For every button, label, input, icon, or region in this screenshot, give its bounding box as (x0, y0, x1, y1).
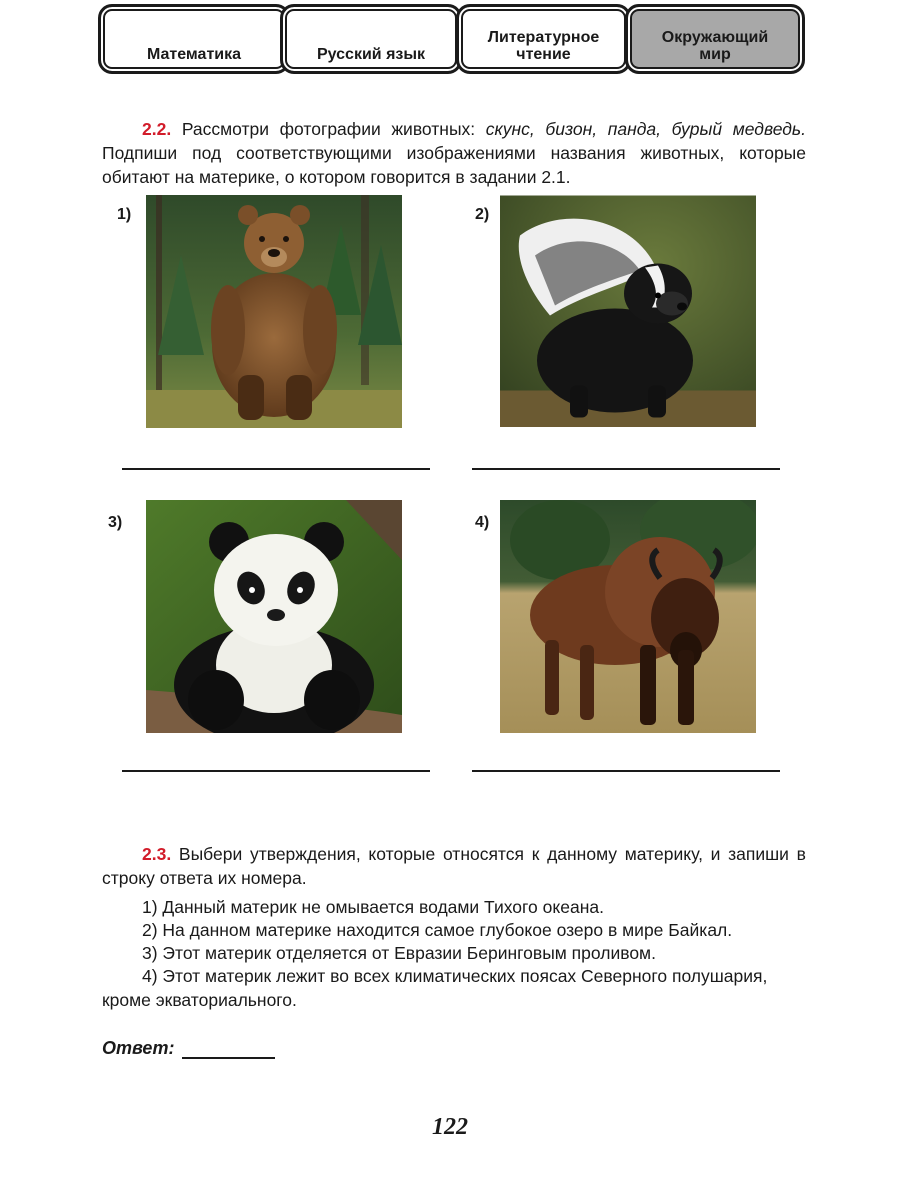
photo-index: 4) (475, 514, 490, 531)
task-text: Выбери утверждения, которые относятся к данному материку, и запиши в строку ответа их номера. (102, 844, 806, 888)
task-2-2-text (102, 117, 806, 189)
page-number: 122 (432, 1114, 468, 1140)
photo-index: 2) (475, 206, 490, 223)
statement: 1) Данный материк не омывается водами Тихого океана. (142, 897, 604, 917)
answer-line-4[interactable] (472, 770, 780, 772)
photo-index: 3) (108, 514, 123, 531)
answer-line-1[interactable] (122, 468, 430, 470)
task-number: 2.3. (142, 844, 172, 864)
statement: 3) Этот материк отделяется от Евразии Беринговым проливом. (142, 943, 656, 963)
tab-world-around[interactable] (625, 4, 805, 74)
statement: 2) На данном материке находится самое глубокое озеро в мире Байкал. (142, 920, 733, 940)
tab-literary-reading[interactable] (456, 4, 631, 74)
task-2-3-text (102, 842, 806, 890)
answer-input-line[interactable] (182, 1057, 275, 1059)
photo-index: 1) (117, 206, 132, 223)
panda-photo (146, 500, 402, 733)
answer-line-2[interactable] (472, 468, 780, 470)
brown-bear-photo (146, 195, 402, 428)
tab-russian-language[interactable] (280, 4, 462, 74)
task-text: Рассмотри фотографии животных: (181, 119, 486, 139)
task-text: Подпиши под соответствующими изображениями названия животных, которые обитают на материке, о котором говорится в задании 2.1. (102, 143, 806, 187)
skunk-photo (500, 195, 756, 427)
tab-label: Окружающий мир (661, 29, 769, 63)
tab-label: Литературное чтение (487, 29, 600, 63)
tab-mathematics[interactable] (98, 4, 290, 74)
animal-list: скунс, бизон, панда, бурый медведь. (485, 119, 806, 139)
tab-label: Математика (146, 46, 242, 63)
answer-label: Ответ: (102, 1038, 175, 1058)
bison-photo (500, 500, 756, 733)
task-number: 2.2. (142, 119, 172, 139)
statement: 4) Этот материк лежит во всех климатических поясах Северного полушария, кроме экваториального. (102, 966, 768, 1010)
tab-label: Русский язык (316, 46, 426, 63)
answer-line-3[interactable] (122, 770, 430, 772)
